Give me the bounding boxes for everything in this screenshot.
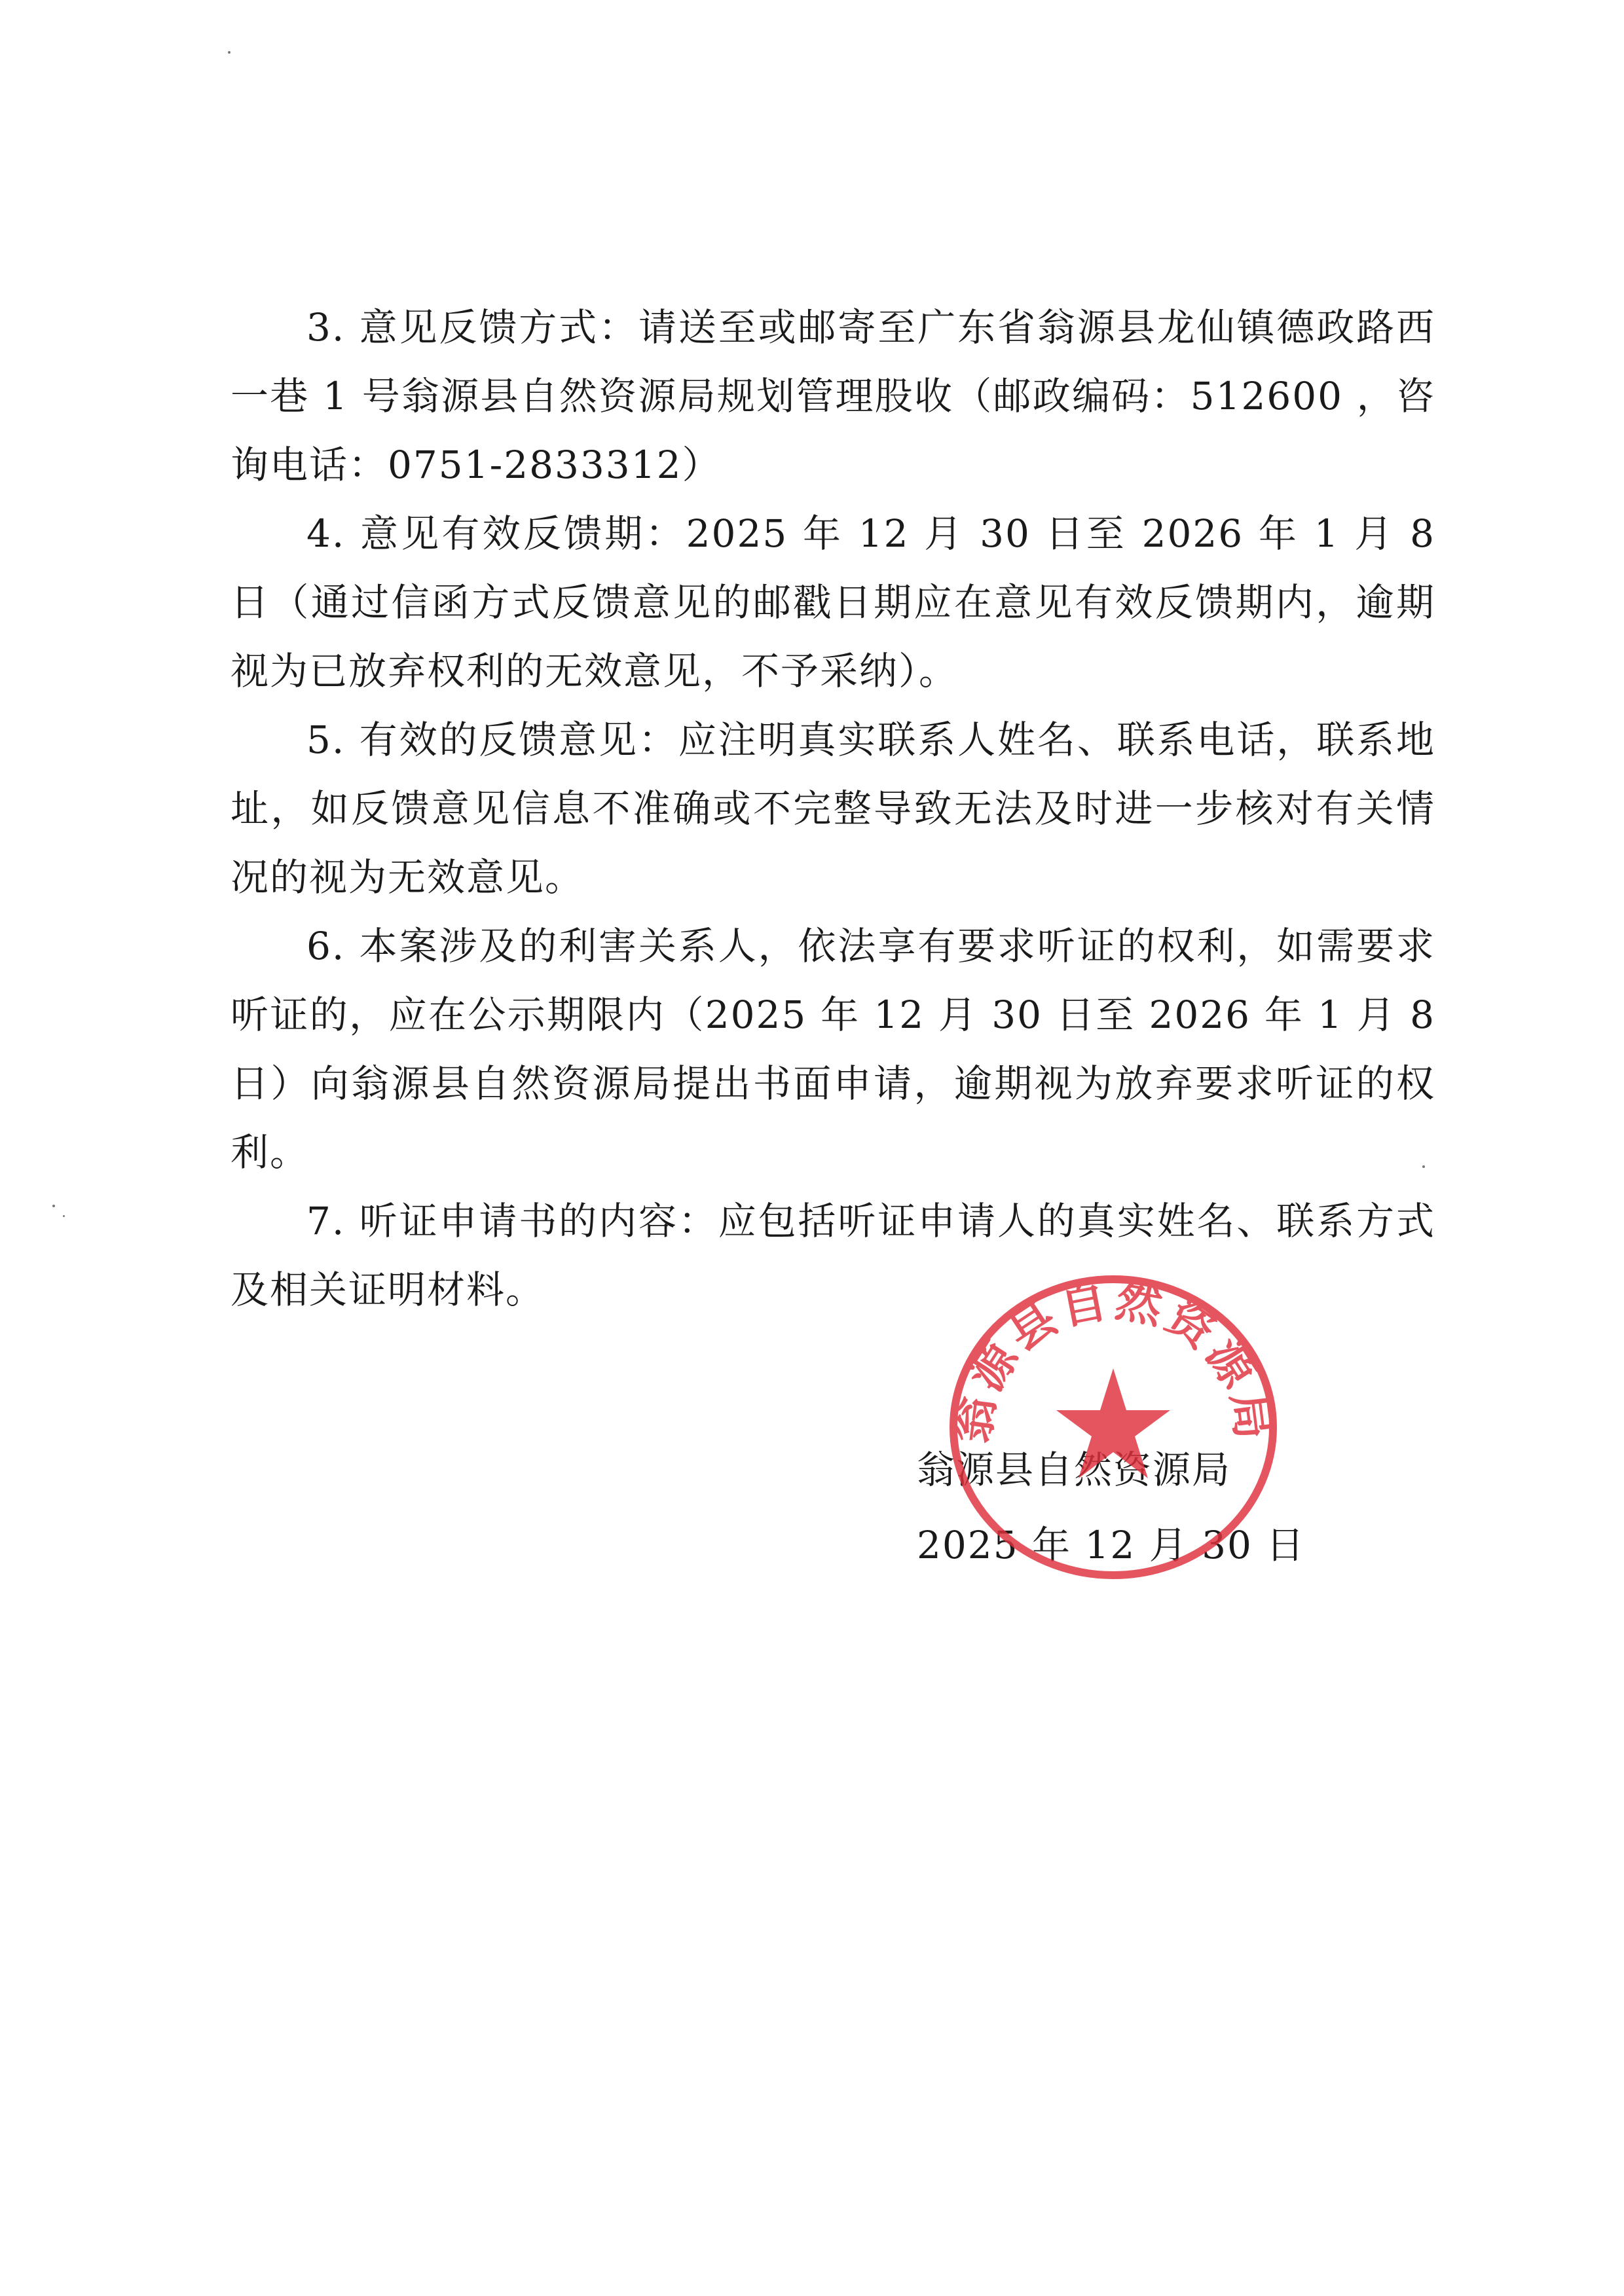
paragraph-4-feedback-period: 4. 意见有效反馈期：2025 年 12 月 30 日至 2026 年 1 月 8 日（通过信函方式反馈意见的邮戳日期应在意见有效反馈期内，逾期视为已放弃权利的无效意见，不予采纳）。 [231, 511, 1435, 693]
scan-speck [228, 51, 231, 54]
svg-text:翁源县自然资源局: 翁源县自然资源局 [945, 1272, 1282, 1446]
scan-speck [52, 1205, 55, 1207]
signature-date: 2025 年 12 月 30 日 [917, 1523, 1306, 1567]
signature-organization: 翁源县自然资源局 [917, 1448, 1232, 1492]
paragraph-7-hearing-application: 7. 听证申请书的内容：应包括听证申请人的真实姓名、联系方式及相关证明材料。 [231, 1199, 1435, 1312]
document-body [231, 293, 1435, 1324]
paragraph-5-valid-feedback: 5. 有效的反馈意见：应注明真实联系人姓名、联系电话，联系地址，如反馈意见信息不准确或不完整导致无法及时进一步核对有关情况的视为无效意见。 [231, 718, 1435, 900]
scan-speck [63, 1215, 65, 1217]
paragraph-6-hearing-rights: 6. 本案涉及的利害关系人，依法享有要求听证的权利，如需要求听证的，应在公示期限内（2025 年 12 月 30 日至 2026 年 1 月 8 日）向翁源县自然资源局提出书面申请，逾期视为放弃要求听证的权利。 [231, 924, 1435, 1175]
scan-speck [1422, 1165, 1425, 1168]
official-seal-icon [943, 1270, 1283, 1584]
paragraph-3-feedback-method: 3. 意见反馈方式：请送至或邮寄至广东省翁源县龙仙镇德政路西一巷 1 号翁源县自然资源局规划管理股收（邮政编码：512600 ，咨询电话：0751-2833312） [231, 305, 1435, 487]
